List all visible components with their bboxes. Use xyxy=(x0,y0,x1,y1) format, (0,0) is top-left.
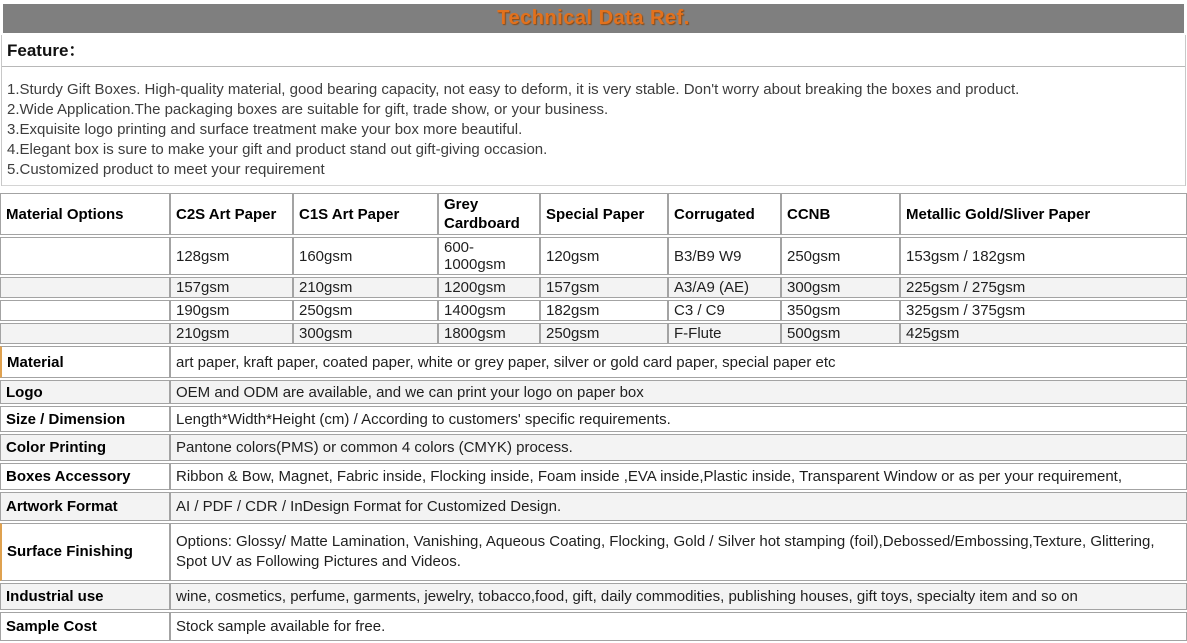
spec-value: AI / PDF / CDR / InDesign Format for Customized Design. xyxy=(170,492,1187,521)
spec-label: Boxes Accessory xyxy=(0,463,170,490)
material-options-header-row xyxy=(0,193,1187,235)
spec-value: OEM and ODM are available, and we can print your logo on paper box xyxy=(170,380,1187,404)
column-header-grey-cardboard: Grey Cardboard xyxy=(438,193,540,235)
cell: B3/B9 W9 xyxy=(668,237,781,275)
cell: 128gsm xyxy=(170,237,293,275)
spec-row-logo xyxy=(0,380,1187,404)
cell: C3 / C9 xyxy=(668,300,781,321)
feature-item: 5.Customized product to meet your requirement xyxy=(7,161,325,178)
feature-list xyxy=(2,67,1185,186)
cell: 160gsm xyxy=(293,237,438,275)
cell xyxy=(0,237,170,275)
column-header-material-options: Material Options xyxy=(0,193,170,235)
cell: 190gsm xyxy=(170,300,293,321)
column-header-c1s-art-paper: C1S Art Paper xyxy=(293,193,438,235)
cell: 1200gsm xyxy=(438,277,540,298)
cell: 1800gsm xyxy=(438,323,540,344)
feature-item: 4.Elegant box is sure to make your gift and product stand out gift-giving occasion. xyxy=(7,141,548,158)
spec-value: wine, cosmetics, perfume, garments, jewelry, tobacco,food, gift, daily commodities, publishing houses, gift toys, specialty item and so on xyxy=(170,583,1187,610)
cell: 425gsm xyxy=(900,323,1187,344)
cell: 210gsm xyxy=(293,277,438,298)
cell: 250gsm xyxy=(781,237,900,275)
spec-row-material xyxy=(0,346,1187,378)
spec-value: art paper, kraft paper, coated paper, white or grey paper, silver or gold card paper, special paper etc xyxy=(170,346,1187,378)
cell: 157gsm xyxy=(540,277,668,298)
column-header-c2s-art-paper: C2S Art Paper xyxy=(170,193,293,235)
column-header-special-paper: Special Paper xyxy=(540,193,668,235)
cell: 157gsm xyxy=(170,277,293,298)
spec-label: Surface Finishing xyxy=(0,523,170,581)
table-row xyxy=(0,277,1187,298)
spec-label: Color Printing xyxy=(0,434,170,461)
cell: 500gsm xyxy=(781,323,900,344)
spec-row-color-printing xyxy=(0,434,1187,461)
spec-value: Stock sample available for free. xyxy=(170,612,1187,641)
feature-item: 2.Wide Application.The packaging boxes are suitable for gift, trade show, or your business. xyxy=(7,101,609,118)
cell: 225gsm / 275gsm xyxy=(900,277,1187,298)
spec-label: Logo xyxy=(0,380,170,404)
table-row xyxy=(0,237,1187,275)
spec-value: Pantone colors(PMS) or common 4 colors (CMYK) process. xyxy=(170,434,1187,461)
spec-label: Size / Dimension xyxy=(0,406,170,432)
cell: 120gsm xyxy=(540,237,668,275)
spec-value: Length*Width*Height (cm) / According to customers' specific requirements. xyxy=(170,406,1187,432)
page-title: Technical Data Ref. xyxy=(497,7,690,29)
cell: 325gsm / 375gsm xyxy=(900,300,1187,321)
spec-label: Industrial use xyxy=(0,583,170,610)
table-row xyxy=(0,300,1187,321)
cell: 250gsm xyxy=(540,323,668,344)
feature-section xyxy=(1,35,1186,186)
cell: 300gsm xyxy=(293,323,438,344)
spec-label: Artwork Format xyxy=(0,492,170,521)
spec-value: Options: Glossy/ Matte Lamination, Vanishing, Aqueous Coating, Flocking, Gold / Silver hot stamping (foil),Debossed/Embossing,Texture, Glittering, Spot UV as Following Pictures and Videos. xyxy=(170,523,1187,581)
spec-row-size-dimension xyxy=(0,406,1187,432)
cell xyxy=(0,277,170,298)
cell: 600-1000gsm xyxy=(438,237,540,275)
feature-heading: Feature： xyxy=(2,35,1185,67)
spec-value: Ribbon & Bow, Magnet, Fabric inside, Flocking inside, Foam inside ,EVA inside,Plastic inside, Transparent Window or as per your requirement, xyxy=(170,463,1187,490)
feature-item: 1.Sturdy Gift Boxes. High-quality material, good bearing capacity, not easy to deform, it is very stable. Don't worry about breaking the boxes and product. xyxy=(7,81,1020,98)
cell: A3/A9 (AE) xyxy=(668,277,781,298)
column-header-metallic-paper: Metallic Gold/Sliver Paper xyxy=(900,193,1187,235)
spec-row-industrial-use xyxy=(0,583,1187,610)
spec-label: Material xyxy=(0,346,170,378)
cell: 300gsm xyxy=(781,277,900,298)
cell: 153gsm / 182gsm xyxy=(900,237,1187,275)
cell xyxy=(0,300,170,321)
spec-row-sample-cost xyxy=(0,612,1187,641)
cell: F-Flute xyxy=(668,323,781,344)
spec-label: Sample Cost xyxy=(0,612,170,641)
cell: 210gsm xyxy=(170,323,293,344)
cell: 1400gsm xyxy=(438,300,540,321)
table-row xyxy=(0,323,1187,344)
cell: 182gsm xyxy=(540,300,668,321)
column-header-ccnb: CCNB xyxy=(781,193,900,235)
cell: 350gsm xyxy=(781,300,900,321)
column-header-corrugated: Corrugated xyxy=(668,193,781,235)
spec-row-surface-finishing xyxy=(0,523,1187,581)
spec-row-artwork-format xyxy=(0,492,1187,521)
cell: 250gsm xyxy=(293,300,438,321)
spec-row-boxes-accessory xyxy=(0,463,1187,490)
feature-item: 3.Exquisite logo printing and surface treatment make your box more beautiful. xyxy=(7,121,523,138)
technical-data-table xyxy=(0,191,1187,643)
title-bar xyxy=(3,4,1184,33)
cell xyxy=(0,323,170,344)
